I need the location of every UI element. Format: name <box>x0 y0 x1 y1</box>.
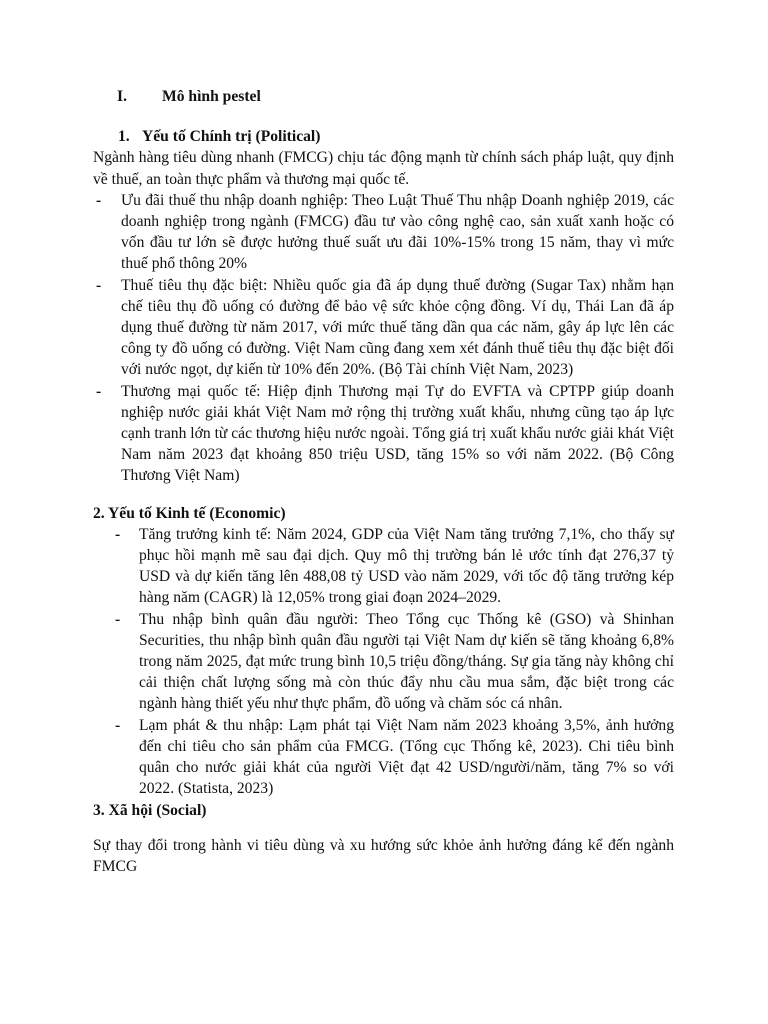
list-item <box>93 715 674 800</box>
document-page <box>93 86 674 877</box>
list-item-text: Thuế tiêu thụ đặc biệt: Nhiều quốc gia đã áp dụng thuế đường (Sugar Tax) nhằm hạn chế tiêu thụ đồ uống có đường để bảo vệ sức khỏe cộng đồng. Ví dụ, Thái Lan đã áp dụng thuế đường từ năm 2017, với mức thuế tăng dần qua các năm, gây áp lực lên các công ty đồ uống có đường. Việt Nam cũng đang xem xét đánh thuế tiêu thụ đặc biệt đối với nước ngọt, dự kiến từ 10% đến 20%. (Bộ Tài chính Việt Nam, 2023) <box>121 276 674 379</box>
economic-bullet-list <box>93 524 674 800</box>
list-item-text: Lạm phát & thu nhập: Lạm phát tại Việt Nam năm 2023 khoảng 3,5%, ảnh hưởng đến chi tiêu cho sản phẩm của FMCG. (Tổng cục Thống kê, 2023). Chi tiêu bình quân cho nước giải khát của người Việt đạt 42 USD/người/năm, tăng 7% so với 2022. (Statista, 2023) <box>139 716 674 798</box>
economic-heading: 2. Yếu tố Kinh tế (Economic) <box>93 504 286 522</box>
section-number: I. <box>117 88 127 105</box>
list-item-text: Tăng trưởng kinh tế: Năm 2024, GDP của Việt Nam tăng trưởng 7,1%, cho thấy sự phục hồi mạnh mẽ sau đại dịch. Quy mô thị trường bán lẻ ước tính đạt 276,37 tỷ USD và dự kiến tăng lên 488,08 tỷ USD vào năm 2029, với tốc độ tăng trưởng kép hàng năm (CAGR) là 12,05% trong giai đoạn 2024–2029. <box>139 525 674 607</box>
list-item <box>93 190 674 275</box>
bullet-mark: - <box>96 382 102 400</box>
spacer <box>93 821 674 835</box>
list-item-text: Thu nhập bình quân đầu người: Theo Tổng cục Thống kê (GSO) và Shinhan Securities, thu nhập bình quân đầu người tại Việt Nam dự kiến sẽ tăng khoảng 6,8% trong năm 2025, đạt mức trung bình 10,5 triệu đồng/tháng. Sự gia tăng này không chỉ cải thiện chất lượng sống mà còn thúc đẩy nhu cầu mua sắm, đặc biệt trong các ngành hàng thiết yếu như thực phẩm, đồ uống và chăm sóc cá nhân. <box>139 610 674 713</box>
section-heading <box>93 86 674 107</box>
spacer <box>93 107 674 126</box>
social-intro: Sự thay đổi trong hành vi tiêu dùng và xu hướng sức khỏe ảnh hưởng đáng kể đến ngành FMCG <box>93 836 674 875</box>
bullet-mark: - <box>96 191 102 209</box>
political-number: 1. <box>118 128 130 146</box>
political-intro: Ngành hàng tiêu dùng nhanh (FMCG) chịu tác động mạnh từ chính sách pháp luật, quy định về thuế, an toàn thực phẩm và thương mại quốc tế. <box>93 149 674 188</box>
political-heading <box>93 126 674 147</box>
list-item <box>93 524 674 609</box>
list-item-text: Ưu đãi thuế thu nhập doanh nghiệp: Theo Luật Thuế Thu nhập Doanh nghiệp 2019, các doanh nghiệp trong ngành (FMCG) đầu tư vào công nghệ cao, sản xuất xanh hoặc có vốn đầu tư lớn sẽ được hưởng thuế suất ưu đãi 10%-15% trong 15 năm, thay vì mức thuế phổ thông 20% <box>121 191 674 273</box>
section-title: Mô hình pestel <box>162 88 261 105</box>
list-item <box>93 609 674 715</box>
bullet-mark: - <box>115 610 121 628</box>
bullet-mark: - <box>96 276 102 294</box>
political-bullet-list <box>93 190 674 487</box>
list-item-text: Thương mại quốc tế: Hiệp định Thương mại Tự do EVFTA và CPTPP giúp doanh nghiệp nước giải khát Việt Nam mở rộng thị trường xuất khẩu, nhưng cũng tạo áp lực cạnh tranh lớn từ các thương hiệu nước ngoài. Tổng giá trị xuất khẩu nước giải khát Việt Nam năm 2023 đạt khoảng 850 triệu USD, tăng 15% so với năm 2022. (Bộ Công Thương Việt Nam) <box>121 382 674 485</box>
political-title: Yếu tố Chính trị (Political) <box>142 128 321 146</box>
bullet-mark: - <box>115 716 121 734</box>
list-item <box>93 275 674 381</box>
bullet-mark: - <box>115 525 121 543</box>
social-heading: 3. Xã hội (Social) <box>93 801 207 819</box>
list-item <box>93 381 674 487</box>
